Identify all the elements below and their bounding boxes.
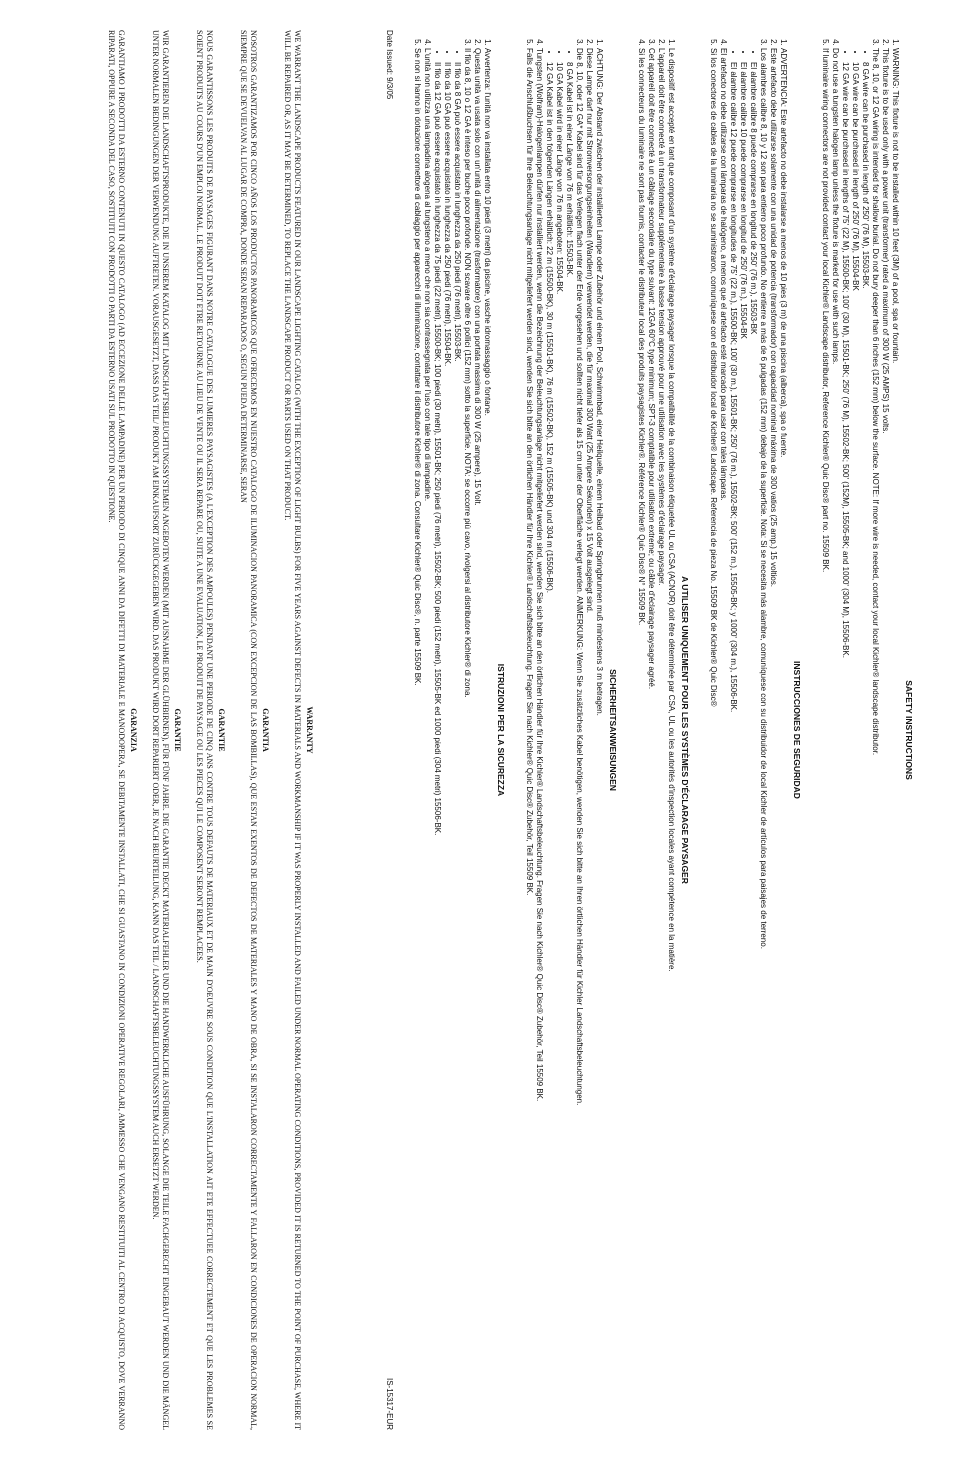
warranty-text: WIR GARANTIEREN DIE LANDSCHAFTSPRODUKTE, DIE IN UNSEREM KATALOG MIT LANDSCHAFTSBELEUCHTUNGSSYSTEMEN ANGEBOTEN WERDEN (MIT AUSNAHME DER GLÜHBIRNEN), FÜR FÜNF JAHRE. DIE GARANTIE DECKT MATERIALFEHLER UND DIE HANDWERKLICHE AUSFÜHRUNG, SOLANGE DIE TEILE FACHGERECHT EINGEBAUT WERDEN UND DIE MÄNGEL UNTER NORMALEN BEDINGUNGEN DER VERWENDUNG AUFTRETEN. VORAUSGESETZT, DASS DAS TEIL/ PRODUKT AM EINKAUFSORT ZURÜCKGEGEBEN WIRD. DAS PRODUKT WIRD DORT REPARIERT ODER, JE NACH BEURTEILUNG, KANN DAS TEIL / LANDSCHAFTSBELEUCHTUNGSSYSTEM AUCH ERSETZT WERDEN. xyxy=(151,30,170,1430)
warranty-text: NOUS GARANTISSONS LES PRODUITS DE PAYSAGES FIGURANT DANS NOTRE CATALOGUE DES LUMIERES PAYSAGISTES (A L'EXCEPTION DES AMPOULES) PENDANT UNE PERIODE DE CINQ ANS CONTRE TOUS DEFAUTS DE MATERIAUX ET DE MAIN D'OEUVRE SOUS CONDITION QUE L'INSTALLATION AIT ETE EFFECTUEE CORRECTEMENT ET QUE LES PROBLEMES SE SOIENT PRODUITS AU COURS D'UN EMPLOI NORMAL. LE PRODUIT DOIT ETRE RETOURNE AU LIEU DE VENTE OU IL SERA REPARE OU, SUITE A UNE EVALUATION, LE PRODUIT DE PAYSAGE OU LES PIECES QUI LE COMPOSENT SERONT REMPLACEES. xyxy=(195,30,214,1430)
safety-item xyxy=(472,48,482,1430)
safety-item-text: Avvertenza: l'unità non va installata entro 10 piedi (3 metri) da piscine, vasche idromassaggio o fontane. xyxy=(483,48,492,416)
safety-section-title: INSTRUCCIONES DE SEGURIDAD xyxy=(792,661,802,799)
safety-item xyxy=(584,48,594,1430)
warranty-text: WE WARRANT THE LANDSCAPE PRODUCTS FEATURED IN OUR LANDSCAPE LIGHTING CATALOG (WITH THE EXCEPTION OF LIGHT BULBS) FOR FIVE YEARS AGAINST DEFECTS IN MATERIALS AND WORKMANSHIP IF IT WAS PROPERLY INSTALLED AND FAILED UNDER NORMAL OPERATING CONDITIONS, PROVIDED IT IS RETURNED TO THE POINT OF PURCHASE, WHERE IT WILL BE REPAIRED OR, AS IT MAY BE DETERMINED, TO REPLACE THE LANDSCAPE PRODUCT OR PARTS USED ON THAT PRODUCT. xyxy=(283,30,302,1430)
safety-item-text: The 8, 10, or 12 GA wiring is intended for shallow burial. Do not bury deeper than 6 inches (152 mm) below the surface. NOTE: If more wire is needed, contact your local Kichler® landscape distributor. xyxy=(871,48,880,756)
wire-gauge-list xyxy=(432,48,462,1430)
wire-gauge-item: • 10 GA wire can be purchased in length of 250' (76 M), 15504-BK xyxy=(850,62,860,1430)
safety-item xyxy=(708,48,718,1430)
safety-section xyxy=(708,30,802,1430)
warranty-title: GARANTIE xyxy=(173,708,182,752)
warranty-title: GARANZIA xyxy=(129,708,138,752)
safety-items-list xyxy=(820,30,900,1430)
safety-section xyxy=(412,30,506,1430)
safety-instructions-column xyxy=(384,30,914,1430)
safety-items-list xyxy=(524,30,604,1430)
safety-item xyxy=(636,48,646,1430)
wire-gauge-list xyxy=(840,48,870,1430)
safety-section-title: ISTRUZIONI PER LA SICUREZZA xyxy=(496,663,506,797)
safety-item xyxy=(830,48,840,1430)
wire-gauge-item: • Il filo da 12 GA può essere acquistato in lunghezza da 75 piedi (22 metri), 15500-BK; 100 piedi (30 metri), 15501-BK; 250 piedi (76 metri), 15502-BK; 500 piedi (152 metri), 15505-BK ed 1000 piedi (304 metri) 15506-BK. xyxy=(432,62,442,1430)
warranty-section xyxy=(282,30,314,1430)
wire-gauge-item: • El alambre calibre 12 puede comprarse en longitudes de 75' (22 m.), 15500-BK; 100' (30 m.), 15501-BK; 250' (76 m.), 15502-BK; 500' (152 m.), 15505-BK; y 1000' (304 m.), 15506-BK. xyxy=(728,62,738,1430)
safety-item xyxy=(524,48,534,1430)
wire-gauge-list xyxy=(544,48,574,1430)
safety-item-text: Este artefacto debe utilizarse solamente con una unidad de potencia (transformador) con capacidad nominal máxima de 300 vatios (25 amp.) 15 voltios. xyxy=(769,48,778,587)
safety-item-text: Questa unità va usata solo con un'unità di alimentazione (trasformatore) con una portata massima di 300 W (25 ampere), 15 Volt. xyxy=(473,48,482,506)
date-issued: Date Issued: 9/3/05 xyxy=(385,30,394,100)
wire-gauge-item: • 12 GA Kabel ist in den folgenden Längen erhältlich: 22 m (15500-BK), 30 m (15501-BK), 76 m (15502-BK), 152 m (15505-BK) und 304 m (15506-BK). xyxy=(544,62,554,1430)
safety-section-title: A UTILISER UNIQUEMENT POUR LES SYSTÈMES D'ÉCLARAGE PAYSAGER xyxy=(680,576,690,884)
safety-item-text: Tungsten (Wolfram)-Halogenlampen dürfen nur installiert werden, wenn die Bezeichnung der Beleuchtungsanlage nicht mitgeliefert werden sind, wenden Sie sich bitte an den örtlichen Händler für Ihre Kichler® Landschaftsbeleuchtung. Fragen Sie nach Kichler® Quic Disc® Zubehör, Teil 15509 BK. xyxy=(535,48,544,1102)
safety-item xyxy=(422,48,432,1430)
safety-item xyxy=(728,48,768,1430)
warranty-title: GARANTIA xyxy=(261,708,270,752)
safety-item xyxy=(880,48,890,1430)
safety-item xyxy=(544,48,584,1430)
safety-item xyxy=(412,48,422,1430)
safety-item-text: Los alambres calibre 8, 10 y 12 son para entierro poco profundo. No entierre a más de 6 pulgadas (152 mm) debajo de la superficie. Nota: Si se necesita más alambre, comuníquese con su distribuidor de local Kichler de artículos para paisajes de terreno. xyxy=(759,48,768,949)
safety-section-title: SICHERHEITSANWEISUNGEN xyxy=(608,669,618,791)
safety-section-title: SAFETY INSTRUCTIONS xyxy=(904,680,914,780)
warranty-section xyxy=(194,30,226,1430)
safety-item xyxy=(778,48,788,1430)
safety-item-text: ADVERTENCIA: Este artefacto no debe instalarse a menos de 10 pies (3 m) de una piscina (alberca), spa o fuente. xyxy=(779,48,788,458)
safety-item xyxy=(656,48,666,1430)
safety-item-text: Il filo da 8, 10 o 12 GA è inteso per buche poco profonde. NON scavare oltre 6 pollici (152 mm) sotto la superficie. NOTA: se occorre più cavo, rivolgersi al distributore Kichler® di zona. xyxy=(463,48,472,698)
wire-gauge-item: • 8 GA wire can be purchased in length of 250' (76 M), 15503-BK. xyxy=(860,62,870,1430)
safety-item-text: Falls die Anschlußbuchsen für Ihre Beleuchtungsanlage nicht mitgeliefert werden sind, wenden Sie sich bitte an den örtlichen Händler für Ihre Kichler® Landschaftsbeleuchtung. Fragen Sie nach Kichler® Quic Disc® Zubehör, Teil 15509 BK. xyxy=(525,48,534,896)
safety-item-text: Do not use a tungsten halogen lamp unless the fixture is marked for use with such lamps. xyxy=(831,48,840,365)
safety-item-text: This fixture is to be used only with a power unit (transformer) rated a maximum of 300 W (25 AMPS) 15 volts. xyxy=(881,48,890,434)
safety-item xyxy=(534,48,544,1430)
safety-item xyxy=(482,48,492,1430)
wire-gauge-item: • Il filo da 10 GA può essere acquistato in lunghezza da 250 piedi (76 metri), 15504-BK. xyxy=(442,62,452,1430)
warranty-section xyxy=(106,30,138,1430)
wire-gauge-item: • El alambre calibre 8 puede comprarse en longitud de 250' (76 m.), 15503-BK xyxy=(748,62,758,1430)
safety-section xyxy=(524,30,618,1430)
warranty-text: NOSOTROS GARANTIZAMOS POR CINCO AÑOS LOS PRODUCTOS PANORAMICOS QUE OFRECEMOS EN NUESTRO CATALOGO DE ILUMINACION PANORAMICA (CON EXCEPCION DE LAS BOMBILLAS), QUE ESTAN EXENTOS DE DEFECTOS DE MATERIALES Y MANO DE OBRA, SI SE INSTALARON CORRECTAMENTE Y FALLARON EN CONDICIONES DE OPERACION NORMAL, SIEMPRE QUE SE DEVUELVAN AL LUGAR DE COMPRA, DONDE SERAN REPARADOS O, SEGUN PUEDA DETERMINARSE, SERAN xyxy=(239,30,258,1430)
safety-item-text: Se non si hanno in dotazione connettore di cablaggio per apparecchi di illuminazione, contattare il distributore Kichler® di zona. Consultare Kichler® Quic Disc®, n. parte 15509 BK. xyxy=(413,48,422,686)
safety-item-text: Cet appareil doit être connecté à un câblage secondaire du type suivant: 12GA 60°C type minimum; SPT-3 comptatible pour utilisation extreme; ou câble d'éclairage paysager agréé. xyxy=(647,48,656,690)
warranty-title: GARANTIE xyxy=(217,708,226,752)
warranty-section xyxy=(150,30,182,1430)
safety-items-list xyxy=(708,30,788,1430)
safety-item-text: Die 8, 10, oder 12 GA* Kabel sind für das Verlegen flach unter der Erde vorgesehen und sollten nicht tiefer als 15 cm unter der Oberfläche verlegt werden. ANMERKUNG: Wenn Sie zusätzliches Kabel benötigen, wenden Sie sich bitte an Ihren örtlichen Händler für Kichler Landschaftsbeleuchtungen. xyxy=(575,48,584,1106)
wire-gauge-item: • El alambre calibre 10 puede comprarse en longitud de 250' (76 m.), 15504-BK xyxy=(738,62,748,1430)
safety-item xyxy=(840,48,880,1430)
safety-item xyxy=(594,48,604,1430)
warranty-column xyxy=(94,30,314,1430)
safety-item xyxy=(718,48,728,1430)
safety-items-list xyxy=(412,30,492,1430)
safety-item-text: Si los conectores de cables de la luminaria no se suministraron, comuníquese con el distribuidor local de Kichler® Landscape. Referencia de pieza No. 15509 BK de Kichler® Quic Disc® xyxy=(709,48,718,707)
warranty-title: WARRANTY xyxy=(305,706,314,754)
safety-item xyxy=(768,48,778,1430)
safety-item xyxy=(646,48,656,1430)
safety-item-text: L'appareil doit être connecté à un transformateur supplémentaire à basse tension approuvé pour une utilisation avec les systèmes d'éclairage paysager. xyxy=(657,48,666,586)
safety-item-text: El artefacto no debe utilizarse con lámparas de halógeno, a menos que el artefacto esté marcado para usar con tales lámparas. xyxy=(719,48,728,501)
warranty-section xyxy=(238,30,270,1430)
safety-item-text: If luminaire wiring connectors are not provided contact your local Kichler® Landscape distributor, Reference Kichler® Quic Disc® part no. 15509 BK. xyxy=(821,48,830,573)
safety-items-list xyxy=(636,30,676,1430)
warranty-text: GARANTIAMO I PRODOTTI DA ESTERNO CONTENUTI IN QUESTO CATALOGO (AD ECCEZIONE DELLE LAMPADINE) PER UN PERIODO DI CINQUE ANNI DA DIFETTI DI MATERIALE E MANODOPERA, SE DEBITAMENTE INSTALLATI, CHE SI GUASTANO IN CONDIZIONI OPERATIVE REGOLARI, AMMESSO CHE VENGANO RESTITUITI AL CENTRO DI ACQUISTO, DOVE VERRANNO RIPARATI, OPPURE A SECONDA DEL CASO, SOSTITUITI CON PRODOTTI O PARTI DA ESTERNO USATI SUL PRODOTTO IN QUESTIONE. xyxy=(107,30,126,1430)
wire-gauge-item: • 10 GA Kabel wird in einer Länge von 76 m angeboten: 15504-BK. xyxy=(554,62,564,1430)
wire-gauge-item: • 8 GA Kabel ist in einer Länge von 76 m erhältlich: 15503-BK. xyxy=(564,62,574,1430)
wire-gauge-list xyxy=(728,48,758,1430)
safety-item xyxy=(890,48,900,1430)
document-footer xyxy=(384,30,394,1430)
wire-gauge-item: • Il filo da 8 GA può essere acquistato in lunghezza da 250 piedi (76 metri), 15503-BK. xyxy=(452,62,462,1430)
safety-item-text: ACHTUNG: Der Abstand zwischen der installierten Lampe oder Zubehör und einem Pool, Schwimmbad, einer Heilquelle, einem Heilbad oder Springbrunnen muß mindestens 3 m betragen. xyxy=(595,48,604,716)
safety-item-text: Le dispositif est accepté en tant que composant d'un système d'éclairage paysager lorsque la compatibilité de la combinaison étiquetée UL ou CSA (ACNOR) doit être déterminée par CSA, UL ou les autorités d'inspection locales ayant compétence en la matière. xyxy=(667,48,676,972)
safety-item-text: Si les connecteurs du luminaire ne sont pas fournis, contacter le distributeur local des produits paysagistes Kichler®. Référence Kichler® Quic Disc® N° 15509 BK. xyxy=(637,48,646,626)
safety-item xyxy=(666,48,676,1430)
safety-item-text: WARNING: This fixture is not to be installed within 10 feet (3M) of a pool, spa or fountain. xyxy=(891,48,900,364)
safety-item xyxy=(820,48,830,1430)
safety-section xyxy=(636,30,690,1430)
document-code: IS-15317-EUR xyxy=(385,1377,394,1430)
safety-item xyxy=(432,48,472,1430)
safety-item-text: L'unità non utilizza una lampadina alogena al tungsteno a meno che non sia contrassegnata per l'uso con tale tipo di lampadine. xyxy=(423,48,432,502)
wire-gauge-item: • 12 GA wire can be purchased in lengths of 75' (22 M), 15500-BK; 100' (30 M), 15501-BK; 250' (76 M), 15502-BK; 500' (152M), 15505-BK; and 1000' (304 M), 15506-BK. xyxy=(840,62,850,1430)
safety-item-text: Diese Lampe darf nur mit Stromversorgungseinheiten (Wandlern) verwendet werden, die für maximal 300 Watt (25 Ampere Sekunden) x 15 Volt ausgelegt sind. xyxy=(585,48,594,614)
safety-section xyxy=(820,30,914,1430)
